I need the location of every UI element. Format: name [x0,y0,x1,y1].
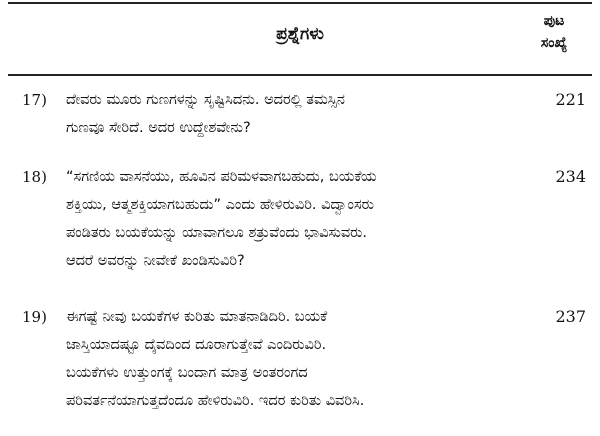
question-line: ಗುಣವೂ ಸೇರಿದೆ. ಅದರ ಉದ್ದೇಶವೇನು? [66,120,251,136]
question-page-number: 221 [555,90,586,109]
question-line: ಆದರೆ ಅವರನ್ನು ನೀವೇಕೆ ಖಂಡಿಸುವಿರಿ? [66,253,245,269]
question-page-number: 234 [555,167,586,186]
question-line: ಈಗಷ್ಟೆ ನೀವು ಬಯಕೆಗಳ ಕುರಿತು ಮಾತನಾಡಿದಿರಿ. ಬಯಕೆ [66,309,328,325]
question-text [66,86,526,142]
question-line: ಬಯಕೆಗಳು ಉತ್ತುಂಗಕ್ಕೆ ಬಂದಾಗ ಮಾತ್ರ ಅಂತರಂಗದ [66,365,308,381]
question-text [66,163,526,275]
column-header-questions: ಪ್ರಶ್ನೆಗಳು [276,24,324,44]
column-header-page-number [515,10,593,54]
question-line: ಜಾಸ್ತಿಯಾದಷ್ಟೂ ದೈವದಿಂದ ದೂರಾಗುತ್ತೇವೆ ಎಂದಿರುವಿರಿ. [66,337,327,353]
page-header-line-1: ಪುಟ [543,13,565,29]
question-line: ಪಂಡಿತರು ಬಯಕೆಯನ್ನು ಯಾವಾಗಲೂ ಶತ್ರುವೆಂದು ಭಾವಿಸುವರು. [66,225,368,241]
question-line: “ಸಗಣಿಯ ವಾಸನೆಯು, ಹೂವಿನ ಪರಿಮಳವಾಗಬಹುದು, ಬಯಕೆಯ [66,169,377,185]
question-number: 19) [22,308,47,326]
question-page-number: 237 [555,307,586,326]
header-rule [8,74,592,76]
question-line: ದೇವರು ಮೂರು ಗುಣಗಳನ್ನು ಸೃಷ್ಟಿಸಿದನು. ಅದರಲ್ಲಿ ತಮಸ್ಸಿನ [66,92,345,108]
top-rule [8,2,592,4]
question-line: ಪರಿವರ್ತನೆಯಾಗುತ್ತದೆಂದೂ ಹೇಳಿರುವಿರಿ. ಇದರ ಕುರಿತು ವಿವರಿಸಿ. [66,393,365,409]
question-text [66,303,526,415]
question-number: 17) [22,91,47,109]
question-line: ಶಕ್ತಿಯು, ಆತ್ಮಶಕ್ತಿಯಾಗಬಹುದು” ಎಂದು ಹೇಳಿರುವಿರಿ. ವಿದ್ವಾಂಸರು [66,197,374,213]
question-number: 18) [22,168,47,186]
page-header-line-2: ಸಂಖ್ಯೆ [540,35,568,51]
